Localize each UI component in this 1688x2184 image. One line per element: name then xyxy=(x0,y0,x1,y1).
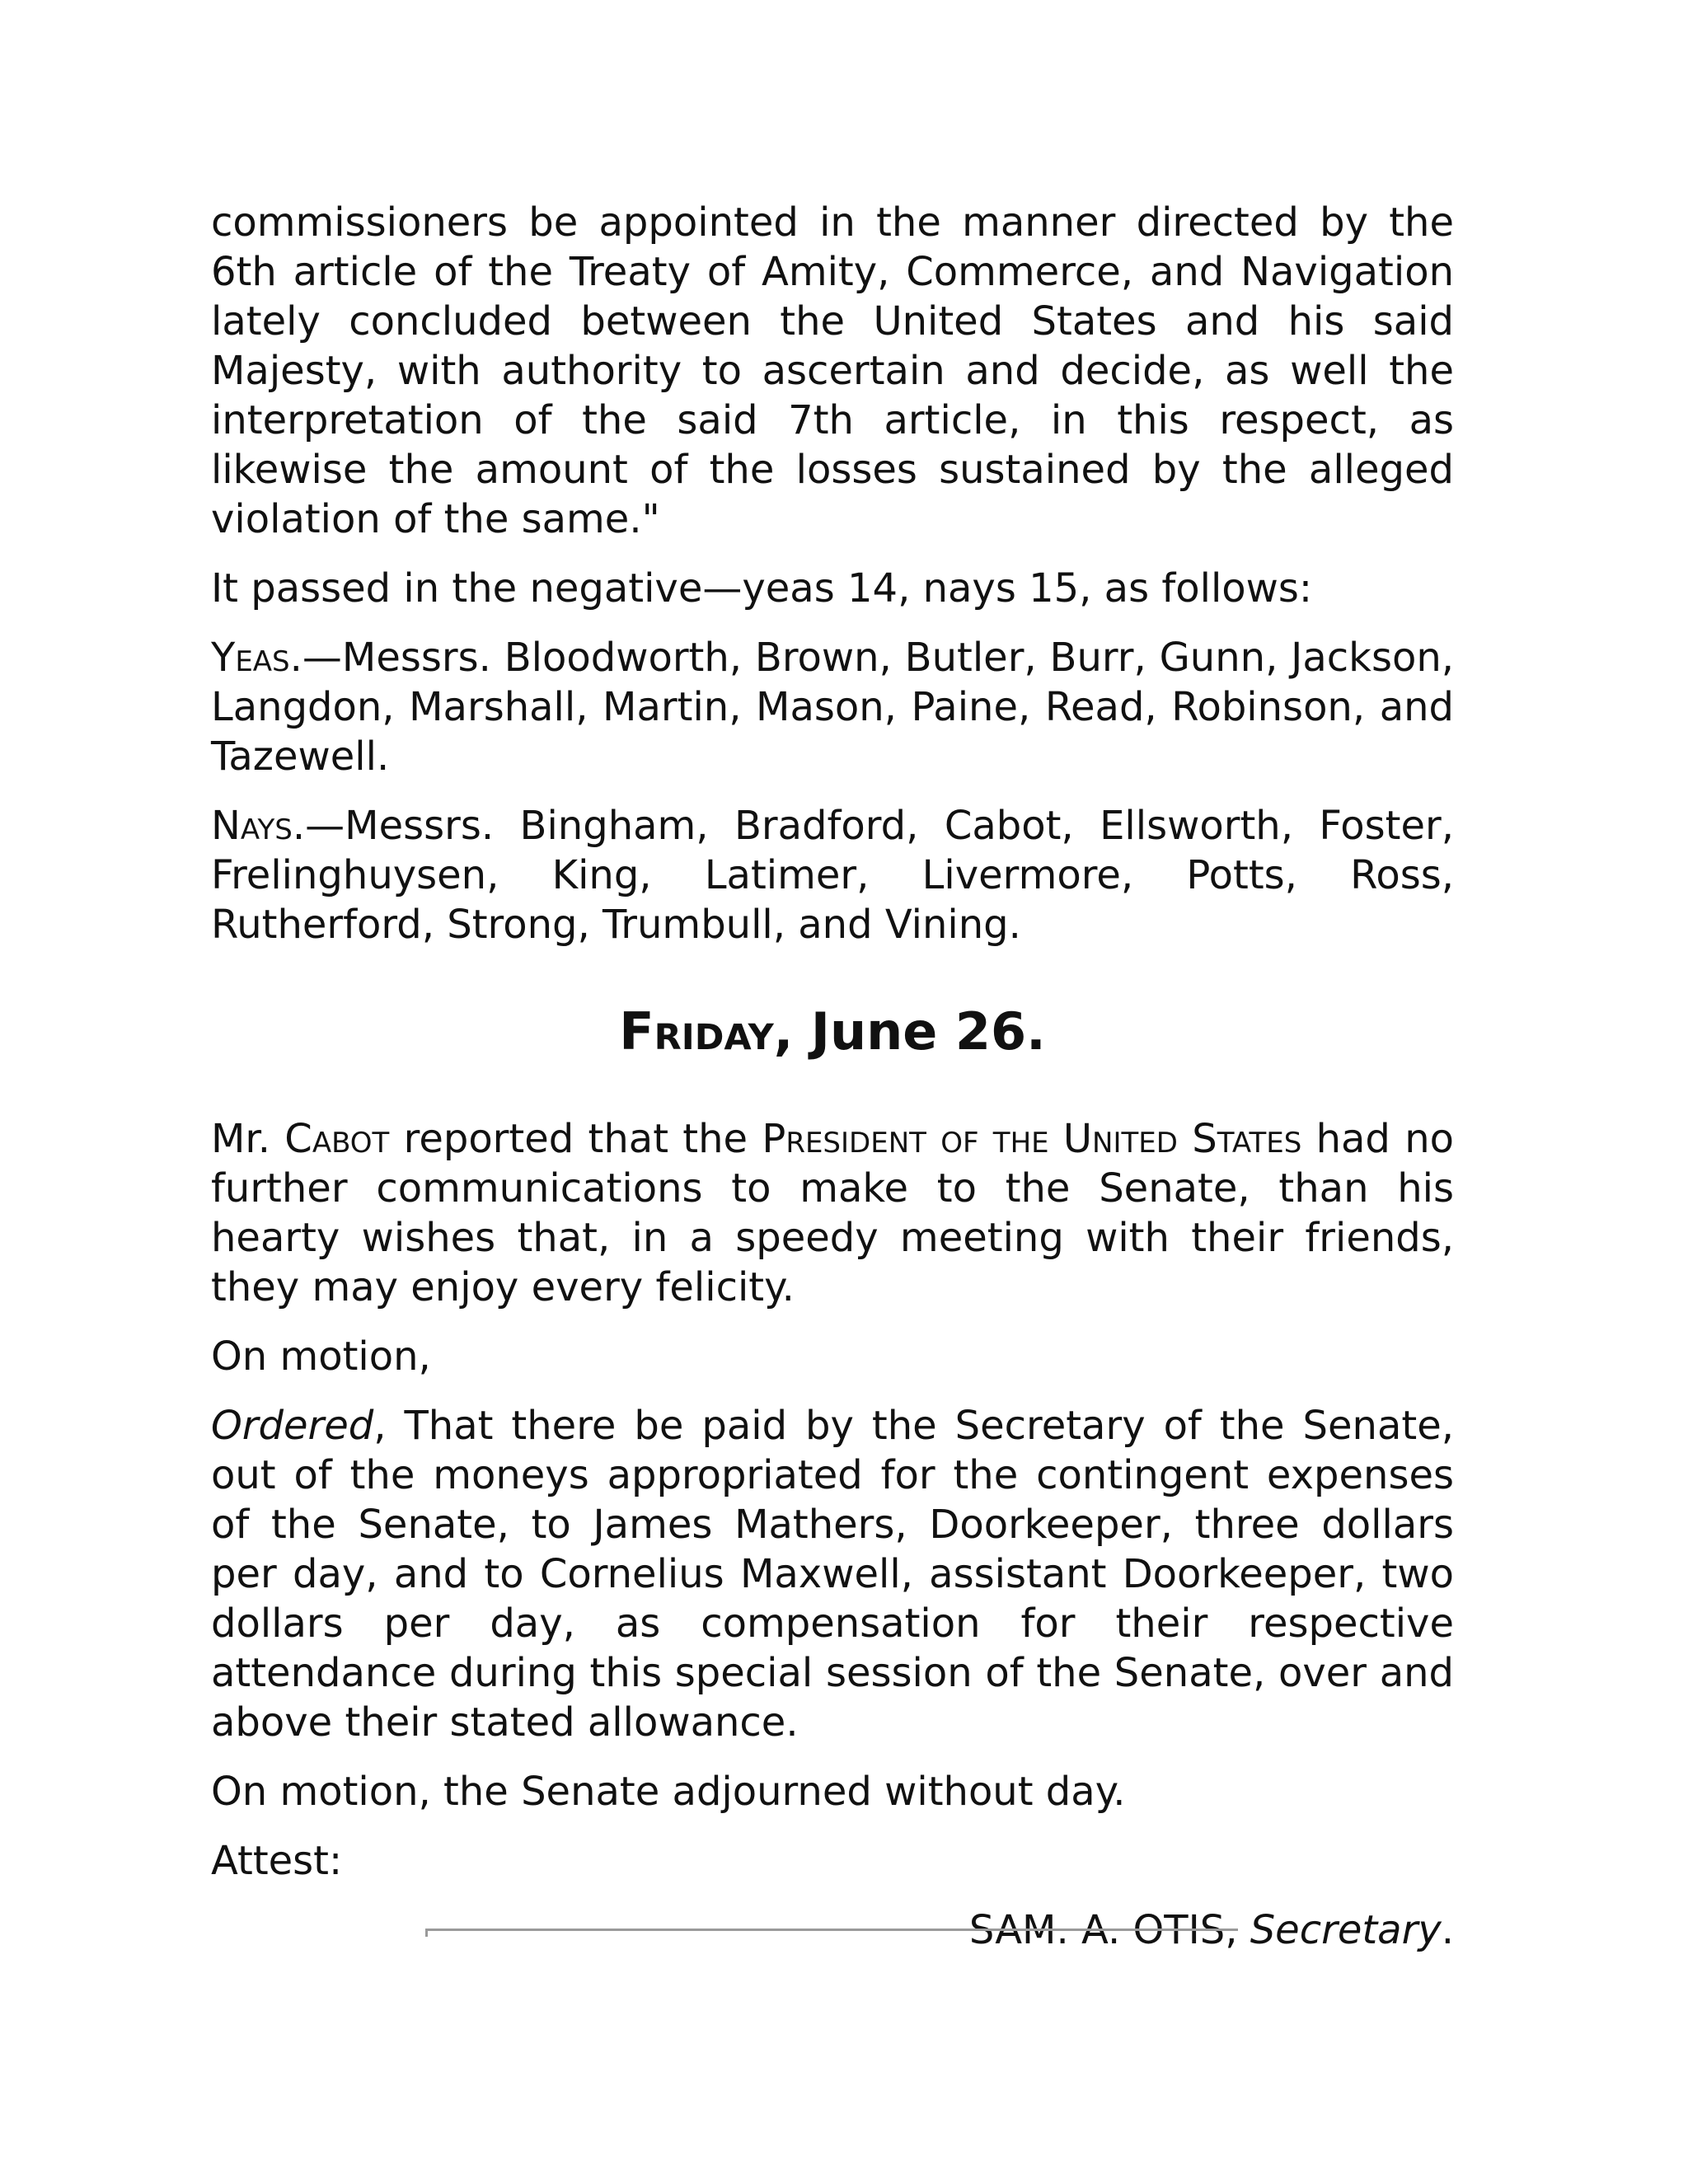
report-name: Cabot xyxy=(284,1116,390,1162)
heading-day: Friday xyxy=(619,1001,774,1062)
paragraph-adjourn: On motion, the Senate adjourned without day. xyxy=(211,1769,1126,1815)
paragraph-report xyxy=(211,1114,1454,1312)
signature-title: Secretary xyxy=(1250,1907,1442,1953)
paragraph-motion: On motion, xyxy=(211,1333,431,1380)
nays-label: Nays xyxy=(211,803,293,849)
paragraph-yeas xyxy=(211,633,1454,781)
ordered-label: Ordered xyxy=(211,1403,374,1449)
document-page xyxy=(211,198,1454,1955)
ordered-text: , That there be paid by the Secretary of the Senate, out of the moneys appropriated for the contingent expenses of the Senate, to James Mathers, Doorkeeper, three dollars per day, and to Cornelius Maxwell, assistant Doorkeeper, two dollars per day, as compensation for their respective attendance during this special session of the Senate, over and above their stated allowance. xyxy=(211,1403,1454,1746)
yeas-label: Yeas xyxy=(211,635,290,681)
report-middle: reported that the xyxy=(389,1116,762,1162)
report-title: President of the United States xyxy=(762,1116,1302,1162)
paragraph-vote-result: It passed in the negative—yeas 14, nays 15, as follows: xyxy=(211,565,1313,612)
heading-date: , June 26. xyxy=(773,1001,1046,1062)
horizontal-rule xyxy=(425,1929,1238,1931)
paragraph-nays xyxy=(211,801,1454,949)
date-heading xyxy=(211,1001,1454,1063)
report-rest: had no further communications to make to the Senate, than his hearty wishes that, in a speedy meeting with their friends, they may enjoy every felicity. xyxy=(211,1116,1454,1310)
paragraph-commissioners: commissioners be appointed in the manner directed by the 6th article of the Treaty of Amity, Commerce, and Navigation lately concluded between the United States and his said Majesty, with authority to ascertain and decide, as well the interpretation of the said 7th article, in this respect, as likewise the amount of the losses sustained by the alleged violation of the same." xyxy=(211,199,1454,542)
signature-name: SAM. A. OTIS, xyxy=(968,1907,1250,1953)
paragraph-ordered xyxy=(211,1401,1454,1747)
yeas-names: .—Messrs. Bloodworth, Brown, Butler, Burr, Gunn, Jackson, Langdon, Marshall, Martin, Mason, Paine, Read, Robinson, and Tazewell. xyxy=(211,635,1454,780)
report-prefix: Mr. xyxy=(211,1116,285,1162)
nays-names: .—Messrs. Bingham, Bradford, Cabot, Ellsworth, Foster, Frelinghuysen, King, Latimer, Livermore, Potts, Ross, Rutherford, Strong, Trumbull, and Vining. xyxy=(211,803,1454,948)
signature-end: . xyxy=(1441,1907,1454,1953)
paragraph-attest: Attest: xyxy=(211,1838,343,1884)
